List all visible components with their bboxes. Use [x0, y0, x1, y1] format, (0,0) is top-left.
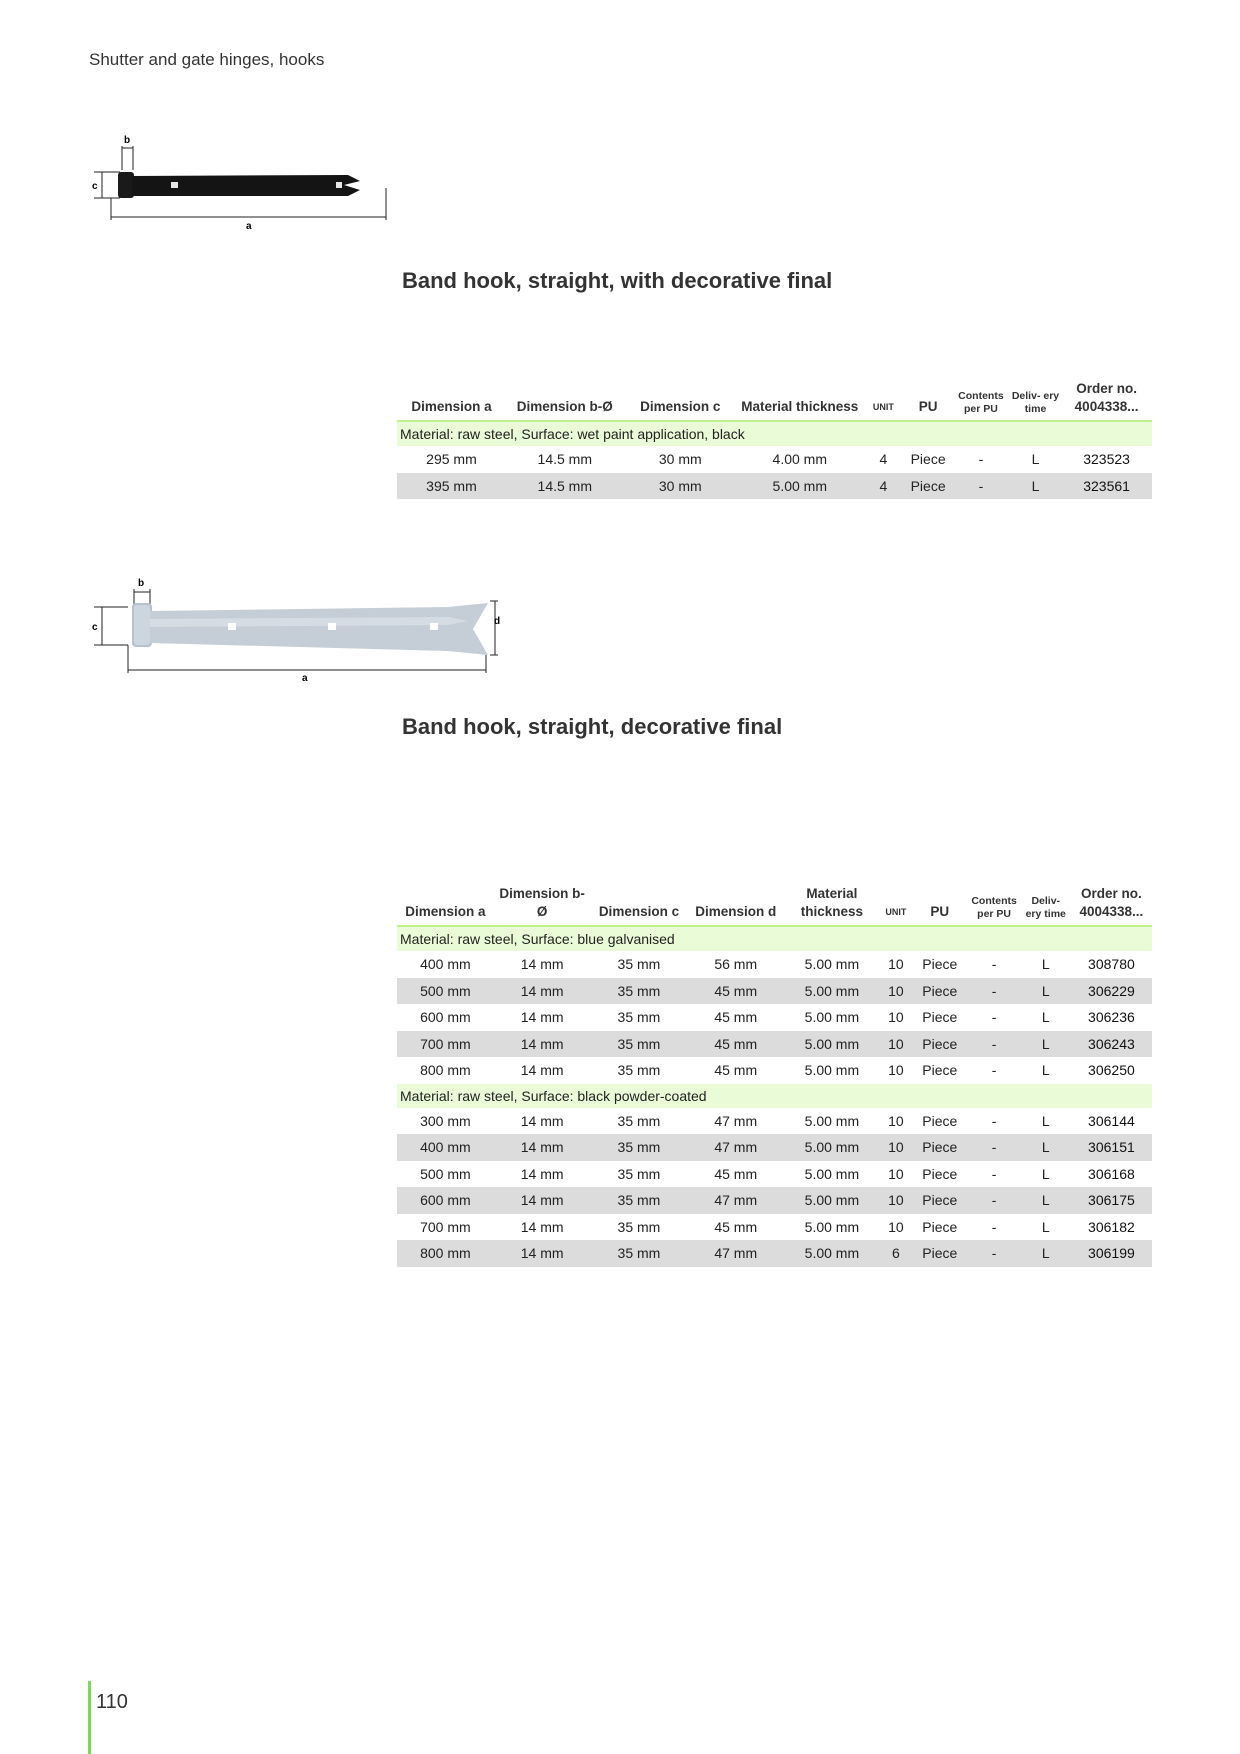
- cell: 10: [888, 1165, 904, 1182]
- product-title: Band hook, straight, decorative final: [402, 714, 783, 739]
- cell: 14 mm: [494, 1240, 591, 1267]
- col-header: Deliv- ery time: [1011, 390, 1060, 415]
- cell: 500 mm: [420, 1165, 471, 1182]
- cell: 56 mm: [714, 956, 758, 973]
- cell: Piece: [910, 451, 946, 468]
- cell: 14 mm: [520, 1165, 564, 1182]
- cell: 35 mm: [617, 1062, 661, 1079]
- cell: 35 mm: [591, 1240, 688, 1267]
- table-header-row: [397, 380, 1152, 421]
- cell: Piece: [912, 978, 967, 1005]
- cell: 47 mm: [687, 1240, 784, 1267]
- cell: Piece: [922, 1165, 958, 1182]
- cell: 10: [880, 1187, 912, 1214]
- order-number: 306229: [1071, 978, 1152, 1005]
- page-number: 110: [96, 1691, 128, 1713]
- cell: 5.00 mm: [784, 1031, 880, 1058]
- cell: L: [1031, 451, 1040, 468]
- table-row: [397, 1187, 1152, 1214]
- cell: 400 mm: [420, 956, 471, 973]
- cell: 14 mm: [520, 1009, 564, 1026]
- cell: 4.00 mm: [772, 451, 827, 468]
- cell: -: [967, 1134, 1020, 1161]
- cell: -: [952, 473, 1010, 500]
- dim-label-c: c: [92, 622, 98, 633]
- cell: L: [1041, 1009, 1050, 1026]
- cell: 395 mm: [397, 473, 506, 500]
- cell: Piece: [912, 1134, 967, 1161]
- band-hook-galvanised-diagram: [88, 575, 508, 685]
- cell: Piece: [912, 1187, 967, 1214]
- order-number: 306168: [1088, 1165, 1135, 1182]
- table-row: [397, 1004, 1152, 1031]
- col-header: Dimension a: [405, 904, 486, 919]
- cell: 10: [888, 956, 904, 973]
- order-number: 306250: [1088, 1062, 1135, 1079]
- cell: 45 mm: [687, 1031, 784, 1058]
- col-header: Material thickness: [741, 399, 859, 414]
- cell: L: [1021, 1187, 1071, 1214]
- cell: 5.00 mm: [804, 1112, 860, 1129]
- table-row: [397, 1240, 1152, 1267]
- cell: 5.00 mm: [784, 978, 880, 1005]
- cell: 600 mm: [397, 1187, 494, 1214]
- order-number: 306151: [1071, 1134, 1152, 1161]
- table-row: [397, 1057, 1152, 1084]
- cell: 35 mm: [591, 1187, 688, 1214]
- cell: 30 mm: [658, 451, 702, 468]
- order-number: 306199: [1071, 1240, 1152, 1267]
- col-header: Dimension b-Ø: [516, 399, 613, 414]
- material-row: [397, 1084, 1152, 1108]
- col-header: PU: [918, 399, 938, 414]
- cell: L: [1021, 1240, 1071, 1267]
- cell: 10: [880, 978, 912, 1005]
- col-header: PU: [930, 904, 950, 919]
- cell: 300 mm: [420, 1112, 471, 1129]
- table-row: [397, 473, 1152, 500]
- material-label: Material: raw steel, Surface: black powder-coated: [397, 1084, 1152, 1108]
- cell: 14 mm: [520, 1112, 564, 1129]
- dim-label-a: a: [302, 673, 308, 684]
- cell: 4: [863, 473, 905, 500]
- cell: -: [991, 1218, 997, 1235]
- cell: Piece: [904, 473, 952, 500]
- col-header: Dimension b-Ø: [499, 886, 585, 919]
- dim-label-b: b: [124, 135, 131, 146]
- cell: -: [991, 956, 997, 973]
- cell: 35 mm: [591, 1031, 688, 1058]
- cell: 5.00 mm: [804, 1062, 860, 1079]
- cell: 47 mm: [687, 1134, 784, 1161]
- cell: 35 mm: [617, 1009, 661, 1026]
- band-hook-black-drawing: [88, 130, 398, 230]
- cell: Piece: [912, 1240, 967, 1267]
- order-number: 306182: [1088, 1218, 1135, 1235]
- cell: 5.00 mm: [804, 1009, 860, 1026]
- cell: 5.00 mm: [784, 1187, 880, 1214]
- cell: L: [1041, 1218, 1050, 1235]
- cell: 6: [880, 1240, 912, 1267]
- cell: 45 mm: [714, 1165, 758, 1182]
- cell: Piece: [922, 1112, 958, 1129]
- cell: 700 mm: [420, 1218, 471, 1235]
- spec-table-1: [397, 380, 1152, 499]
- order-number: 323523: [1083, 451, 1130, 468]
- col-header: Deliv- ery time: [1025, 895, 1066, 920]
- cell: 35 mm: [617, 1165, 661, 1182]
- table-row: [397, 978, 1152, 1005]
- cell: 295 mm: [426, 451, 477, 468]
- band-hook-black-diagram: [88, 130, 398, 230]
- cell: 10: [888, 1218, 904, 1235]
- cell: 35 mm: [591, 1134, 688, 1161]
- table-row: [397, 1108, 1152, 1135]
- table-row: [397, 951, 1152, 978]
- cell: L: [1041, 1062, 1050, 1079]
- cell: 500 mm: [397, 978, 494, 1005]
- cell: L: [1041, 956, 1050, 973]
- cell: Piece: [922, 1062, 958, 1079]
- cell: 45 mm: [714, 1062, 758, 1079]
- material-row: [397, 421, 1152, 446]
- cell: -: [967, 1240, 1020, 1267]
- cell: 14 mm: [494, 1134, 591, 1161]
- cell: 14 mm: [520, 956, 564, 973]
- cell: 800 mm: [420, 1062, 471, 1079]
- col-header: Dimension d: [695, 904, 777, 919]
- cell: 14 mm: [494, 1187, 591, 1214]
- cell: 5.00 mm: [784, 1134, 880, 1161]
- table-row: [397, 1134, 1152, 1161]
- cell: 700 mm: [397, 1031, 494, 1058]
- cell: 14.5 mm: [506, 473, 624, 500]
- cell: 45 mm: [687, 978, 784, 1005]
- table-header-row: [397, 885, 1152, 926]
- cell: Piece: [922, 1009, 958, 1026]
- cell: 14 mm: [494, 1031, 591, 1058]
- col-header: Dimension c: [640, 399, 721, 414]
- cell: 10: [888, 1009, 904, 1026]
- dim-label-a: a: [246, 221, 252, 230]
- cell: -: [967, 978, 1020, 1005]
- cell: -: [967, 1187, 1020, 1214]
- cell: -: [991, 1062, 997, 1079]
- page-number-bar: [88, 1681, 91, 1754]
- cell: 600 mm: [420, 1009, 471, 1026]
- cell: 5.00 mm: [804, 956, 860, 973]
- cell: 45 mm: [714, 1218, 758, 1235]
- cell: -: [978, 451, 984, 468]
- col-header: Contents per PU: [958, 390, 1004, 415]
- dim-label-d: d: [494, 616, 501, 627]
- cell: L: [1041, 1112, 1050, 1129]
- material-row: [397, 926, 1152, 951]
- col-header: Dimension a: [411, 399, 492, 414]
- product-title: Band hook, straight, with decorative final: [402, 268, 833, 293]
- cell: 45 mm: [714, 1009, 758, 1026]
- order-number: 306144: [1088, 1112, 1135, 1129]
- cell: 5.00 mm: [784, 1240, 880, 1267]
- table-row: [397, 1031, 1152, 1058]
- order-number: 306243: [1071, 1031, 1152, 1058]
- cell: 800 mm: [397, 1240, 494, 1267]
- cell: 30 mm: [624, 473, 737, 500]
- cell: L: [1021, 1134, 1071, 1161]
- cell: -: [967, 1031, 1020, 1058]
- order-number: 323561: [1061, 473, 1152, 500]
- col-header: Order no. 4004338...: [1074, 381, 1139, 414]
- dim-label-c: c: [92, 181, 98, 192]
- band-hook-galvanised-drawing: [88, 575, 508, 685]
- cell: 5.00 mm: [804, 1218, 860, 1235]
- col-header: Order no. 4004338...: [1079, 886, 1144, 919]
- cell: -: [991, 1009, 997, 1026]
- cell: L: [1021, 978, 1071, 1005]
- cell: 10: [888, 1112, 904, 1129]
- cell: 14 mm: [494, 978, 591, 1005]
- table-row: [397, 446, 1152, 473]
- cell: 35 mm: [617, 956, 661, 973]
- cell: 10: [888, 1062, 904, 1079]
- cell: 35 mm: [591, 978, 688, 1005]
- cell: L: [1010, 473, 1061, 500]
- cell: 14 mm: [520, 1218, 564, 1235]
- cell: 47 mm: [687, 1187, 784, 1214]
- col-header: UNIT: [872, 402, 894, 412]
- cell: 35 mm: [617, 1112, 661, 1129]
- cell: 35 mm: [617, 1218, 661, 1235]
- order-number: 306236: [1088, 1009, 1135, 1026]
- order-number: 306175: [1071, 1187, 1152, 1214]
- order-number: 308780: [1088, 956, 1135, 973]
- cell: 400 mm: [397, 1134, 494, 1161]
- cell: -: [991, 1112, 997, 1129]
- cell: 5.00 mm: [804, 1165, 860, 1182]
- col-header: Material thickness: [800, 886, 864, 919]
- cell: 10: [880, 1134, 912, 1161]
- cell: 10: [880, 1031, 912, 1058]
- cell: 47 mm: [714, 1112, 758, 1129]
- cell: -: [991, 1165, 997, 1182]
- table-row: [397, 1214, 1152, 1241]
- col-header: Contents per PU: [971, 895, 1017, 920]
- cell: 14.5 mm: [537, 451, 593, 468]
- cell: 4: [879, 451, 888, 468]
- cell: 5.00 mm: [737, 473, 863, 500]
- cell: L: [1021, 1031, 1071, 1058]
- running-head: Shutter and gate hinges, hooks: [89, 50, 325, 69]
- material-label: Material: raw steel, Surface: wet paint application, black: [397, 421, 1152, 446]
- table-row: [397, 1161, 1152, 1188]
- cell: Piece: [912, 1031, 967, 1058]
- dim-label-b: b: [138, 578, 145, 589]
- col-header: UNIT: [885, 907, 907, 917]
- spec-table-2: [397, 885, 1152, 1267]
- cell: Piece: [922, 1218, 958, 1235]
- cell: L: [1041, 1165, 1050, 1182]
- cell: 14 mm: [520, 1062, 564, 1079]
- material-label: Material: raw steel, Surface: blue galvanised: [397, 926, 1152, 951]
- col-header: Dimension c: [598, 904, 680, 919]
- cell: Piece: [922, 956, 958, 973]
